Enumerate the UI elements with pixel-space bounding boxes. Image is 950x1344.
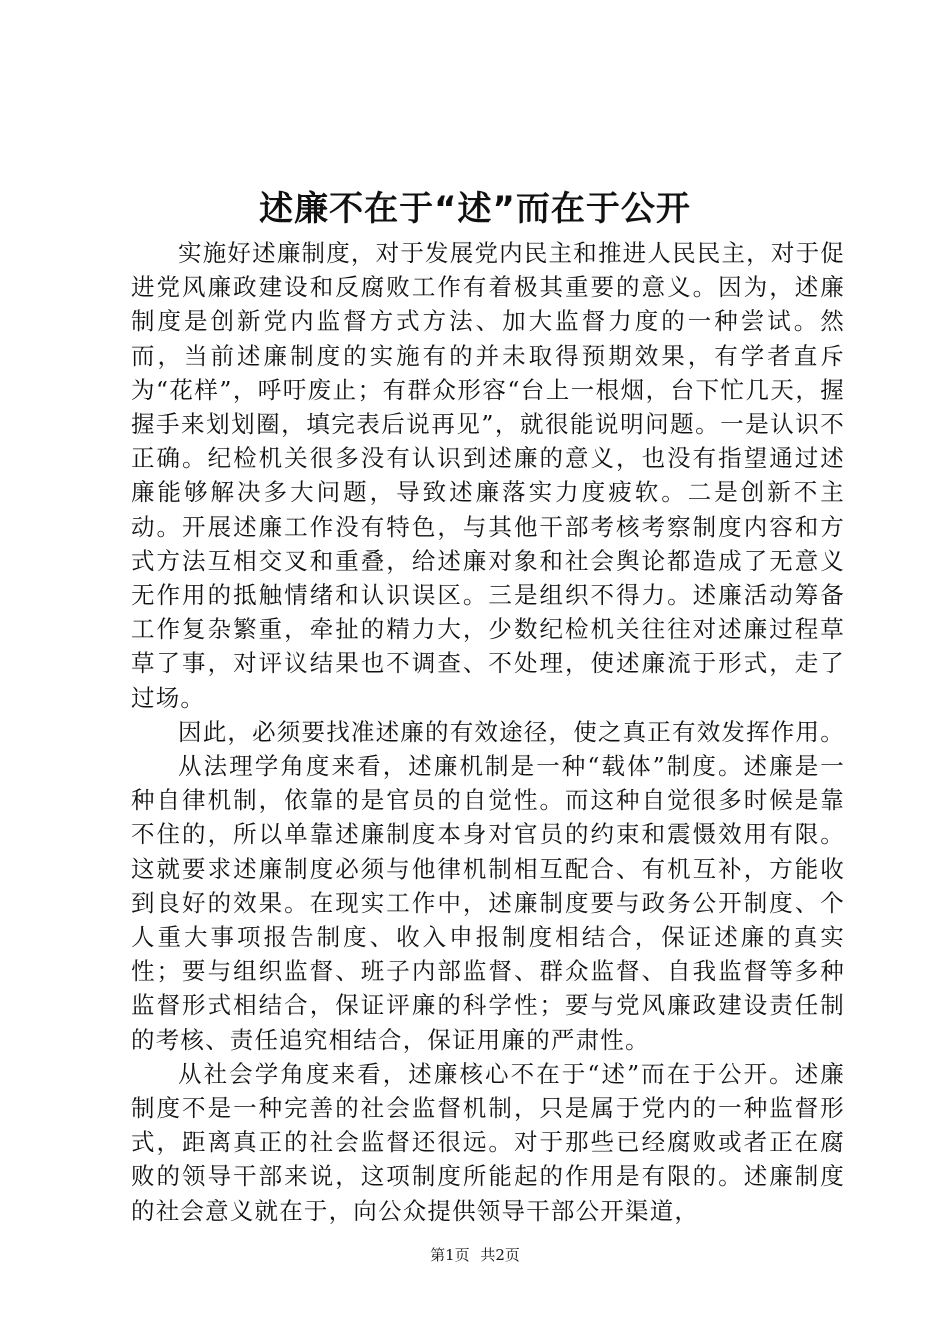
page-footer [0,1245,950,1265]
paragraph: 实施好述廉制度，对于发展党内民主和推进人民民主，对于促进党风廉政建设和反腐败工作有着极其重要的意义。因为，述廉制度是创新党内监督方式方法、加大监督力度的一种尝试。然而，当前述廉制度的实施有的并未取得预期效果，有学者直斥为“花样”，呼吁废止；有群众形容“台上一根烟，台下忙几天，握握手来划划圈，填完表后说再见”，就很能说明问题。一是认识不正确。纪检机关很多没有认识到述廉的意义，也没有指望通过述廉能够解决多大问题，导致述廉落实力度疲软。二是创新不主动。开展述廉工作没有特色，与其他干部考核考察制度内容和方式方法互相交叉和重叠，给述廉对象和社会舆论都造成了无意义无作用的抵触情绪和认识误区。三是组织不得力。述廉活动筹备工作复杂繁重，牵扯的精力大，少数纪检机关往往对述廉过程草草了事，对评议结果也不调查、不处理，使述廉流于形式，走了过场。 [131,239,845,712]
paragraph: 因此，必须要找准述廉的有效途径，使之真正有效发挥作用。 [178,717,845,746]
document-body [131,236,845,1228]
paragraph: 从法理学角度来看，述廉机制是一种“载体”制度。述廉是一种自律机制，依靠的是官员的自觉性。而这种自觉很多时候是靠不住的，所以单靠述廉制度本身对官员的约束和震慑效用有限。这就要求述廉制度必须与他律机制相互配合、有机互补，方能收到良好的效果。在现实工作中，述廉制度要与政务公开制度、个人重大事项报告制度、收入申报制度相结合，保证述廉的真实性；要与组织监督、班子内部监督、群众监督、自我监督等多种监督形式相结合，保证评廉的科学性；要与党风廉政建设责任制的考核、责任追究相结合，保证用廉的严肃性。 [131,752,845,1054]
page-total: 共2页 [480,1246,520,1264]
document-title: 述廉不在于“述”而在于公开 [259,189,691,229]
page-number: 第1页 [430,1246,470,1264]
paragraph: 从社会学角度来看，述廉核心不在于“述”而在于公开。述廉制度不是一种完善的社会监督机制，只是属于党内的一种监督形式，距离真正的社会监督还很远。对于那些已经腐败或者正在腐败的领导干部来说，这项制度所能起的作用是有限的。述廉制度的社会意义就在于，向公众提供领导干部公开渠道， [131,1059,845,1225]
